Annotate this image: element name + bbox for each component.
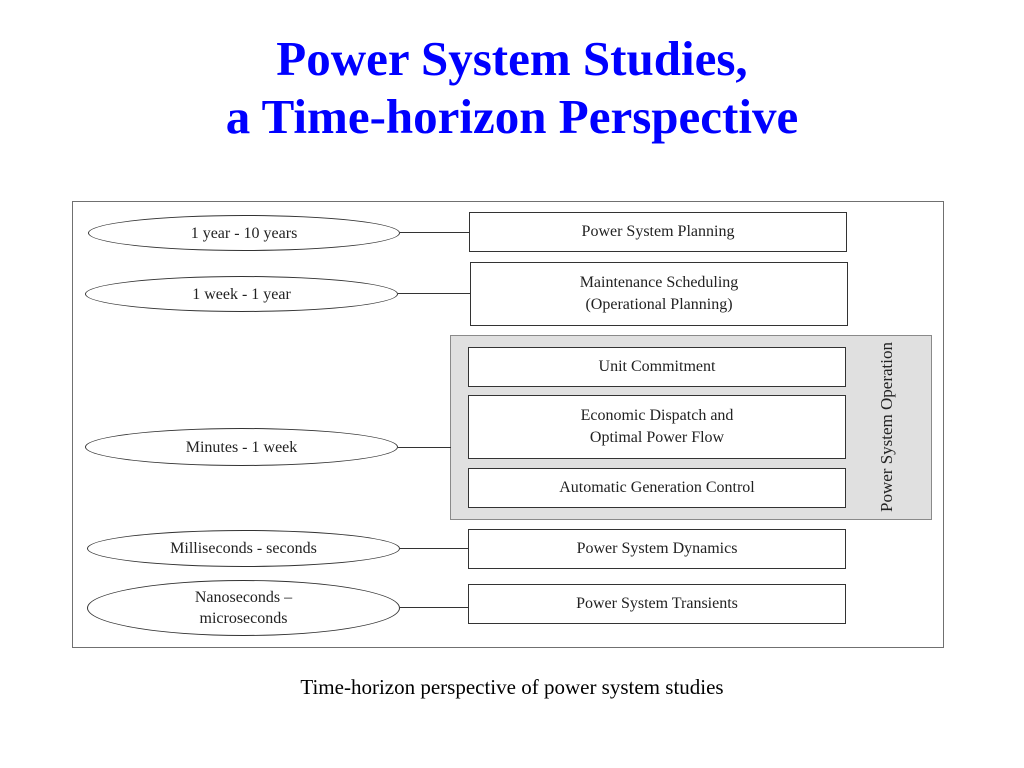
- connector-years: [400, 232, 470, 233]
- time-horizon-years: [88, 215, 400, 251]
- slide-title: [0, 30, 1024, 146]
- connector-minutes: [398, 447, 451, 448]
- time-horizon-milliseconds: [87, 530, 400, 567]
- study-planning-label: Power System Planning: [581, 223, 735, 240]
- study-maintenance-box: [470, 262, 848, 326]
- study-agc-box: [468, 468, 846, 508]
- time-horizon-minutes: [85, 428, 398, 466]
- study-dispatch-label: Economic Dispatch and Optimal Power Flow: [580, 407, 734, 446]
- time-horizon-milliseconds-label: Milliseconds - seconds: [170, 540, 317, 557]
- time-horizon-minutes-label: Minutes - 1 week: [185, 438, 298, 456]
- connector-nanoseconds: [400, 607, 469, 608]
- study-dispatch-box: [468, 395, 846, 459]
- operation-group-label-text: Power System Operation: [877, 342, 896, 512]
- study-dynamics-label: Power System Dynamics: [576, 540, 738, 557]
- study-unit-commitment-label: Unit Commitment: [598, 358, 716, 375]
- study-agc-label: Automatic Generation Control: [559, 479, 755, 496]
- title-line-1: Power System Studies,: [276, 31, 748, 86]
- time-horizon-weeks-label: 1 week - 1 year: [192, 285, 291, 303]
- study-transients-box: [468, 584, 846, 624]
- study-planning-box: [469, 212, 847, 252]
- time-horizon-nanoseconds: [87, 580, 400, 636]
- title-line-2: a Time-horizon Perspective: [225, 89, 799, 144]
- study-maintenance-label: Maintenance Scheduling (Operational Planning): [579, 274, 739, 313]
- study-transients-label: Power System Transients: [576, 595, 738, 612]
- study-unit-commitment-box: [468, 347, 846, 387]
- time-horizon-weeks: [85, 276, 398, 312]
- connector-milliseconds: [400, 548, 469, 549]
- time-horizon-nanoseconds-label: Nanoseconds – microseconds: [194, 589, 293, 627]
- diagram-caption: Time-horizon perspective of power system studies: [300, 675, 724, 699]
- time-horizon-years-label: 1 year - 10 years: [190, 224, 298, 242]
- study-dynamics-box: [468, 529, 846, 569]
- connector-weeks: [398, 293, 471, 294]
